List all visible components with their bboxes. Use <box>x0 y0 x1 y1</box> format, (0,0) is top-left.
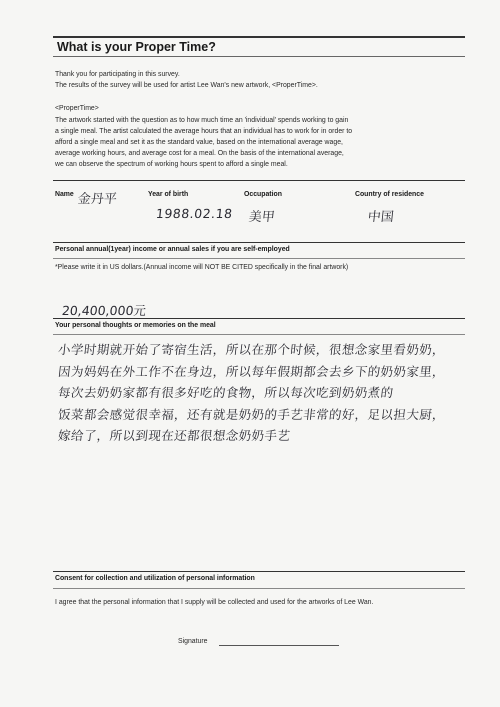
thoughts-text <box>58 340 468 469</box>
signature-line <box>219 645 339 646</box>
occupation-label: Occupation <box>244 191 282 198</box>
income-sub-rule <box>53 258 465 259</box>
country-value: 中国 <box>367 210 395 225</box>
consent-text: I agree that the personal information that I supply will be collected and used for the artworks of Lee Wan. <box>55 599 374 606</box>
thoughts-top-rule <box>53 318 465 319</box>
income-label: Personal annual(1year) income or annual sales if you are self-employed <box>55 246 290 253</box>
intro-line-2: The results of the survey will be used for artist Lee Wan's new artwork, <ProperTime>. <box>55 82 318 89</box>
thoughts-line <box>57 448 469 470</box>
section-heading-proper-time: <ProperTime> <box>55 105 99 112</box>
thoughts-line: 嫁给了，所以到现在还都很想念奶奶手艺 <box>57 428 292 443</box>
page-title: What is your Proper Time? <box>57 40 216 54</box>
thoughts-label: Your personal thoughts or memories on the meal <box>55 322 216 329</box>
thoughts-sub-rule <box>53 334 465 335</box>
description-line-5: we can observe the spectrum of working hours spent to afford a single meal. <box>55 161 288 168</box>
description-line-1: The artwork started with the question as to how much time an 'individual' spends working to gain <box>55 117 349 124</box>
thoughts-line: 小学时期就开始了寄宿生活，所以在那个时候，很想念家里看奶奶， <box>57 342 446 357</box>
description-line-2: a single meal. The artist calculated the average hours that an individual has to work for in order to <box>55 128 353 135</box>
signature-label: Signature <box>178 638 208 645</box>
country-label: Country of residence <box>355 191 424 198</box>
thoughts-line: 因为妈妈在外工作不在身边，所以每年假期都会去乡下的奶奶家里， <box>57 363 446 379</box>
thoughts-line: 每次去奶奶家都有很多好吃的食物，所以每次吃到奶奶煮的 <box>57 385 395 400</box>
occupation-value: 美甲 <box>248 210 276 225</box>
description-line-4: average working hours, and average cost for a meal. On the basis of the international average, <box>55 150 344 157</box>
description-line-3: afford a single meal and set it as the standard value, based on the international average wage, <box>55 139 343 146</box>
title-underline <box>53 56 465 57</box>
birth-year-value: 1988.02.18 <box>155 206 234 221</box>
fields-top-rule <box>53 180 465 181</box>
thoughts-line: 饭菜都会感觉很幸福，还有就是奶奶的手艺非常的好，足以担大厨， <box>57 406 446 422</box>
consent-label: Consent for collection and utilization of personal information <box>55 575 255 582</box>
consent-top-rule <box>53 571 465 572</box>
name-value: 金丹平 <box>77 192 118 207</box>
income-value: 20,400,000元 <box>61 303 147 318</box>
birth-year-label: Year of birth <box>148 191 189 198</box>
consent-sub-rule <box>53 588 465 589</box>
income-note: *Please write it in US dollars.(Annual income will NOT BE CITED specifically in the final artwork) <box>55 264 349 271</box>
top-rule <box>53 36 465 38</box>
intro-line-1: Thank you for participating in this survey. <box>55 71 180 78</box>
income-top-rule <box>53 242 465 243</box>
name-label: Name <box>55 191 74 198</box>
